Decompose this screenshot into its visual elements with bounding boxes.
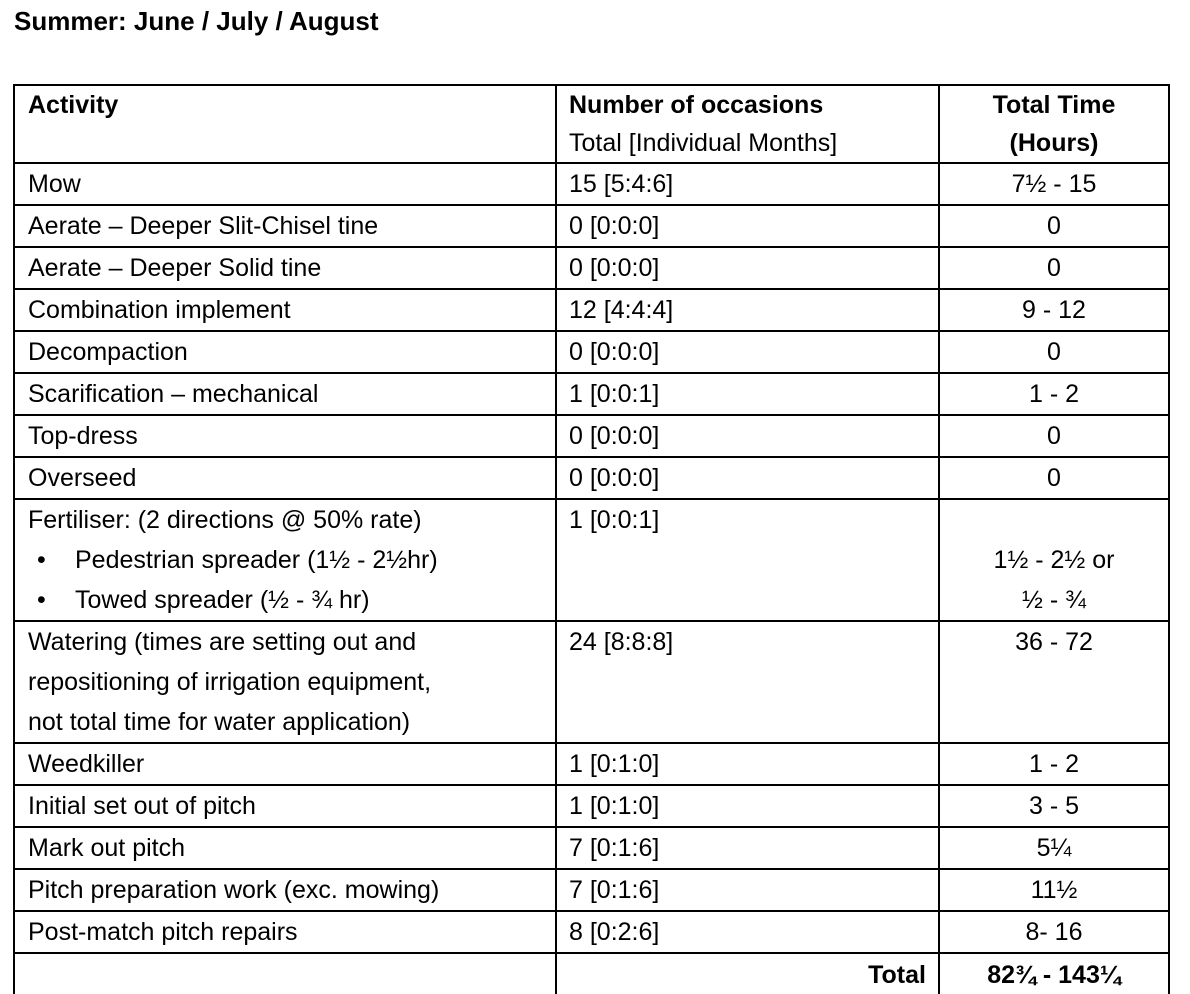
table-row-weedkiller xyxy=(14,743,1169,785)
footer-empty-cell xyxy=(14,953,556,994)
occasions-cell: 0 [0:0:0] xyxy=(556,205,939,247)
occasions-cell: 7 [0:1:6] xyxy=(556,827,939,869)
time-cell: 0 xyxy=(939,205,1169,247)
page-title: Summer: June / July / August xyxy=(14,6,379,36)
maintenance-schedule-table xyxy=(13,84,1170,994)
occasions-cell: 15 [5:4:6] xyxy=(556,163,939,205)
time-cell: 1 - 2 xyxy=(939,373,1169,415)
occasions-cell: 12 [4:4:4] xyxy=(556,289,939,331)
activity-cell: Aerate – Deeper Solid tine xyxy=(14,247,556,289)
time-cell: 0 xyxy=(939,331,1169,373)
time-line: 1½ - 2½ or xyxy=(993,546,1115,574)
header-occasions-line2: Total [Individual Months] xyxy=(569,129,838,157)
header-time-line2: (Hours) xyxy=(1009,129,1099,157)
bullet-icon: • xyxy=(37,546,46,574)
activity-cell: Mow xyxy=(14,163,556,205)
time-cell: 0 xyxy=(939,415,1169,457)
activity-cell: Pitch preparation work (exc. mowing) xyxy=(14,869,556,911)
occasions-cell: 1 [0:0:1] xyxy=(556,499,939,621)
activity-text: Fertiliser: (2 directions @ 50% rate) xyxy=(28,506,422,534)
header-occasions-line1: Number of occasions xyxy=(569,91,824,119)
table-total-row xyxy=(14,953,1169,994)
activity-line: Watering (times are setting out and xyxy=(28,628,417,656)
activity-cell: Overseed xyxy=(14,457,556,499)
table-row-decompaction xyxy=(14,331,1169,373)
table-header-row xyxy=(14,85,1169,163)
table-row-post-match-repairs xyxy=(14,911,1169,953)
table-row-mow xyxy=(14,163,1169,205)
time-cell: 1 - 2 xyxy=(939,743,1169,785)
activity-cell xyxy=(14,499,556,621)
activity-cell xyxy=(14,621,556,743)
occasions-cell: 1 [0:1:0] xyxy=(556,785,939,827)
activity-cell: Mark out pitch xyxy=(14,827,556,869)
table-row-fertiliser xyxy=(14,499,1169,621)
header-activity-label: Activity xyxy=(28,91,119,119)
bullet-icon: • xyxy=(37,586,46,614)
table-row-overseed xyxy=(14,457,1169,499)
activity-cell: Aerate – Deeper Slit-Chisel tine xyxy=(14,205,556,247)
occasions-cell: 1 [0:1:0] xyxy=(556,743,939,785)
activity-cell: Combination implement xyxy=(14,289,556,331)
table-row-watering xyxy=(14,621,1169,743)
activity-cell: Top-dress xyxy=(14,415,556,457)
table-row-mark-out-pitch xyxy=(14,827,1169,869)
activity-cell: Post-match pitch repairs xyxy=(14,911,556,953)
occasions-cell: 7 [0:1:6] xyxy=(556,869,939,911)
time-cell: 9 - 12 xyxy=(939,289,1169,331)
occasions-cell: 0 [0:0:0] xyxy=(556,247,939,289)
header-total-time xyxy=(939,85,1169,163)
occasions-cell: 0 [0:0:0] xyxy=(556,457,939,499)
activity-line: repositioning of irrigation equipment, xyxy=(28,668,432,696)
time-cell: 5¼ xyxy=(939,827,1169,869)
total-label: Total xyxy=(556,953,939,994)
activity-cell: Weedkiller xyxy=(14,743,556,785)
bullet-text: Towed spreader (½ - ¾ hr) xyxy=(75,586,370,614)
time-cell xyxy=(939,499,1169,621)
occasions-cell: 24 [8:8:8] xyxy=(556,621,939,743)
bullet-item xyxy=(28,580,547,620)
table-row-aerate-solid xyxy=(14,247,1169,289)
time-cell: 8- 16 xyxy=(939,911,1169,953)
activity-line: not total time for water application) xyxy=(28,708,411,736)
activity-cell: Initial set out of pitch xyxy=(14,785,556,827)
table-row-initial-set-out xyxy=(14,785,1169,827)
bullet-text: Pedestrian spreader (1½ - 2½hr) xyxy=(75,546,438,574)
time-line: ½ - ¾ xyxy=(1022,586,1086,614)
time-cell: 36 - 72 xyxy=(939,621,1169,743)
table-row-top-dress xyxy=(14,415,1169,457)
time-cell: 11½ xyxy=(939,869,1169,911)
occasions-cell: 1 [0:0:1] xyxy=(556,373,939,415)
occasions-cell: 0 [0:0:0] xyxy=(556,415,939,457)
header-occasions xyxy=(556,85,939,163)
table-row-combination-implement xyxy=(14,289,1169,331)
total-value: 82¾ - 143¼ xyxy=(939,953,1169,994)
time-cell: 0 xyxy=(939,247,1169,289)
time-cell: 7½ - 15 xyxy=(939,163,1169,205)
occasions-cell: 8 [0:2:6] xyxy=(556,911,939,953)
table-row-scarification xyxy=(14,373,1169,415)
header-time-line1: Total Time xyxy=(992,91,1116,119)
time-cell: 0 xyxy=(939,457,1169,499)
table-row-aerate-slit-chisel xyxy=(14,205,1169,247)
activity-cell: Scarification – mechanical xyxy=(14,373,556,415)
activity-cell: Decompaction xyxy=(14,331,556,373)
time-cell: 3 - 5 xyxy=(939,785,1169,827)
bullet-item xyxy=(28,540,547,580)
table-row-pitch-preparation xyxy=(14,869,1169,911)
occasions-cell: 0 [0:0:0] xyxy=(556,331,939,373)
header-activity xyxy=(14,85,556,163)
